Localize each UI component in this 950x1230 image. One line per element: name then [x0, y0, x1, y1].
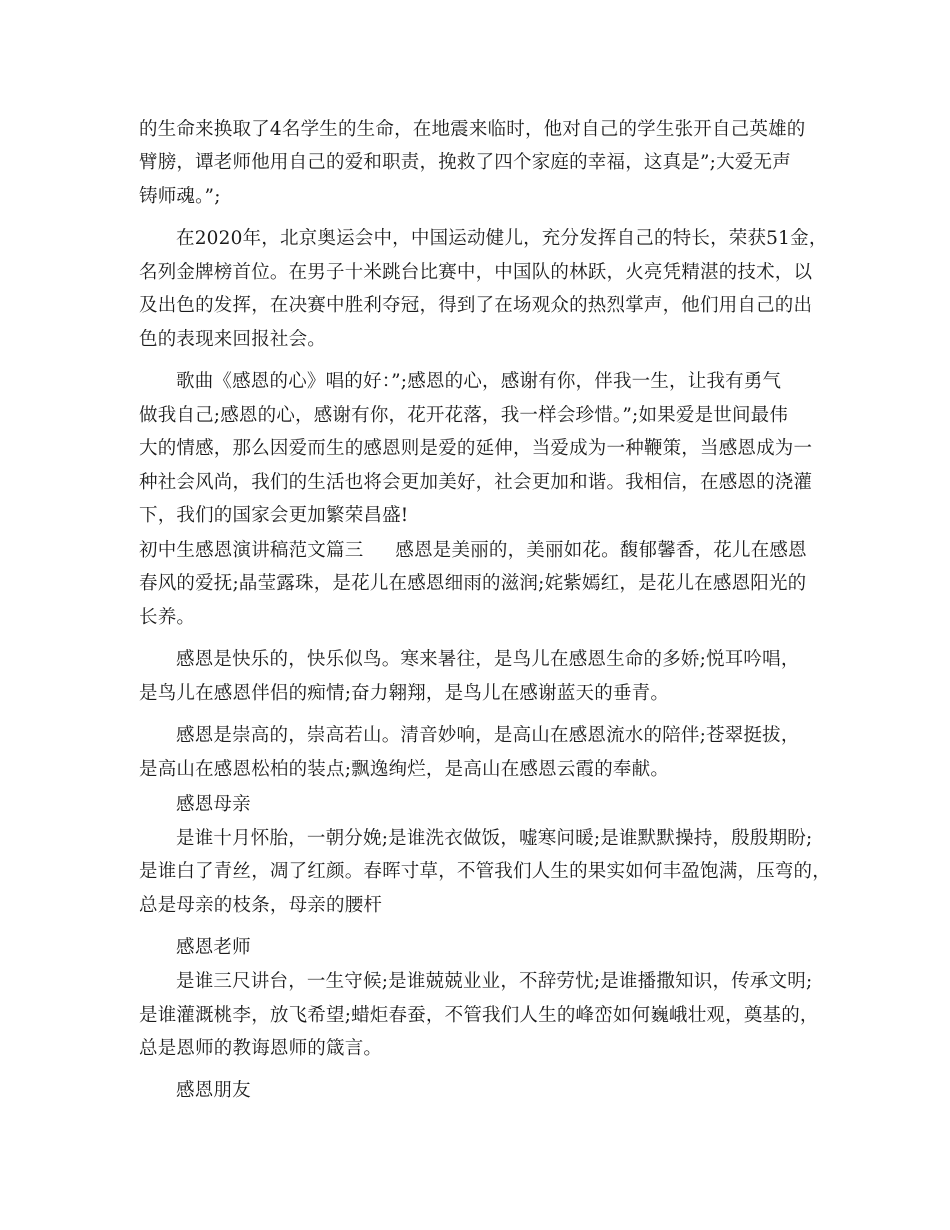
- text-line: 歌曲《感恩的心》唱的好：”;感恩的心，感谢有你，伴我一生，让我有勇气: [176, 371, 782, 392]
- text-line: 春风的爱抚;晶莹露珠，是花儿在感恩细雨的滋润;姹紫嫣红，是花儿在感恩阳光的: [139, 573, 807, 594]
- text-line: 在2020年，北京奥运会中，中国运动健儿，充分发挥自己的特长，荣获51金，: [176, 228, 828, 249]
- section-heading: 初中生感恩演讲稿范文篇三: [139, 540, 364, 561]
- subheading: 感恩朋友: [176, 1080, 251, 1101]
- text-line: 色的表现来回报社会。: [139, 329, 327, 350]
- text-line: 总是恩师的教诲恩师的箴言。: [139, 1038, 383, 1059]
- text-line: 总是母亲的枝条，母亲的腰杆: [139, 895, 383, 916]
- text-line: 是谁十月怀胎，一朝分娩;是谁洗衣做饭，嘘寒问暖;是谁默默操持，殷殷期盼;: [176, 828, 813, 849]
- text-line: 下，我们的国家会更加繁荣昌盛!: [139, 505, 409, 526]
- subheading: 感恩母亲: [176, 794, 251, 815]
- text-line: 是高山在感恩松柏的装点;飘逸绚烂，是高山在感恩云霞的奉献。: [139, 759, 670, 780]
- text-line: 及出色的发挥，在决赛中胜利夺冠，得到了在场观众的热烈掌声，他们用自己的出: [139, 295, 813, 316]
- text-line: 是谁三尺讲台，一生守候;是谁兢兢业业，不辞劳忧;是谁播撒知识，传承文明;: [176, 971, 813, 992]
- text-line: 感恩是快乐的，快乐似鸟。寒来暑往，是鸟儿在感恩生命的多娇;悦耳吟唱，: [176, 649, 800, 670]
- text-line: 铸师魂。”;: [139, 186, 221, 207]
- text-line: 是谁灌溉桃李，放飞希望;蜡炬春蚕，不管我们人生的峰峦如何巍峨壮观，奠基的，: [139, 1005, 819, 1026]
- text-line: 感恩是崇高的，崇高若山。清音妙响，是高山在感恩流水的陪伴;苍翠挺拔，: [176, 725, 800, 746]
- text-line: 种社会风尚，我们的生活也将会更加美好，社会更加和谐。我相信，在感恩的浇灌: [139, 472, 813, 493]
- text-line: 感恩是美丽的，美丽如花。馥郁馨香，花儿在感恩: [395, 540, 807, 561]
- text-line: 做我自己;感恩的心，感谢有你，花开花落，我一样会珍惜。”;如果爱是世间最伟: [139, 405, 789, 426]
- section-heading-line: [139, 539, 807, 563]
- text-line: 的生命来换取了4名学生的生命，在地震来临时，他对自己的学生张开自己英雄的: [139, 119, 806, 140]
- text-line: 名列金牌榜首位。在男子十米跳台比赛中，中国队的林跃，火亮凭精湛的技术，以: [139, 262, 813, 283]
- subheading: 感恩老师: [176, 937, 251, 958]
- text-line: 是谁白了青丝，凋了红颜。春晖寸草，不管我们人生的果实如何丰盈饱满，压弯的，: [139, 861, 831, 882]
- text-line: 是鸟儿在感恩伴侣的痴情;奋力翱翔，是鸟儿在感谢蓝天的垂青。: [139, 683, 670, 704]
- text-line: 臂膀，谭老师他用自己的爱和职责，挽救了四个家庭的幸福，这真是”;大爱无声: [139, 152, 791, 173]
- text-line: 大的情感，那么因爱而生的感恩则是爱的延伸，当爱成为一种鞭策，当感恩成为一: [139, 438, 813, 459]
- text-line: 长养。: [139, 607, 196, 628]
